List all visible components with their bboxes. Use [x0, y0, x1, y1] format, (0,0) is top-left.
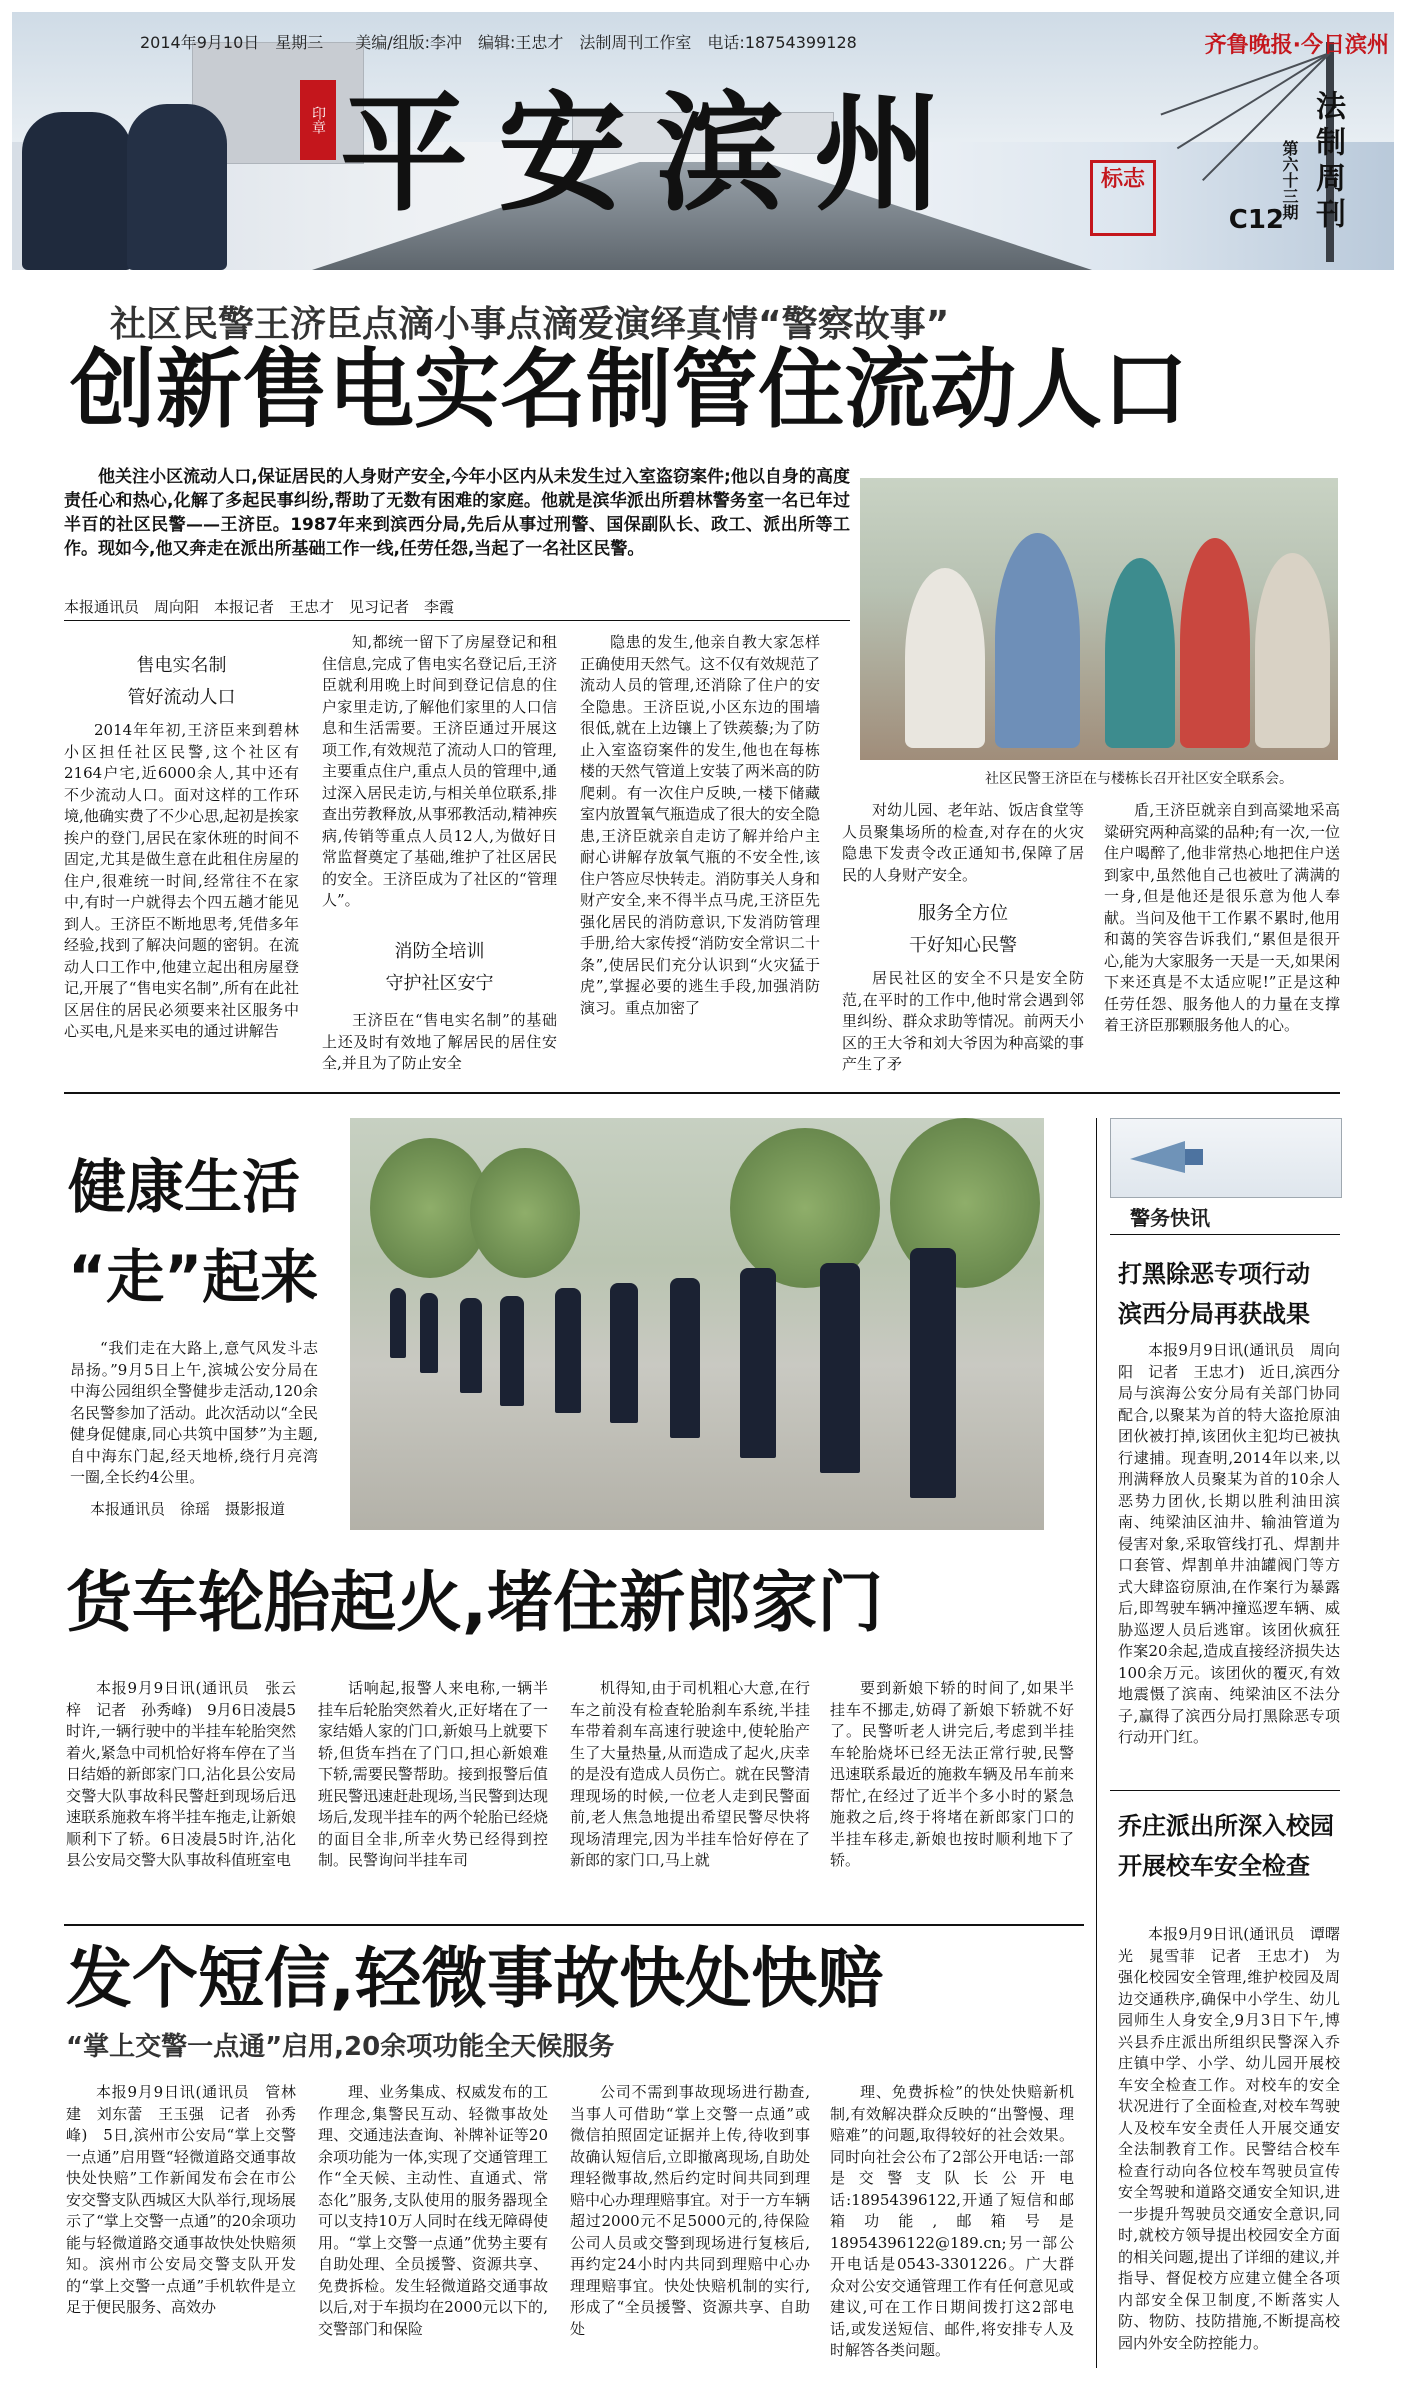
section-name: 法制周刊	[1310, 90, 1345, 234]
photo-byline: 本报通讯员 徐瑶 摄影报道	[90, 1500, 286, 1518]
marcher-figure	[670, 1278, 700, 1438]
page-number: C12	[1228, 205, 1284, 235]
health-title: “走”起来	[68, 1243, 319, 1311]
brief-box	[1110, 1118, 1342, 1198]
tree-image	[730, 1128, 880, 1288]
article-column: 盾,王济臣就亲自到高粱地采高粱研究两种高粱的品种;有一次,一位住户喝醉了,他非常热心地把住户送到家中,虽然他自己也被吐了满满的一身,但是他还是很乐意为他人奉献。当问及他干工作累不累时,他用和蔼的笑容告诉我们,“累但是很开心,能为大家服务一天是一天,如果闲下来还真是不太适应呢!”正是这种任劳任怨、服务他人的力量在支撑着王济臣那颗服务他人的心。	[1104, 801, 1340, 1034]
article-column: 理、业务集成、权威发布的工作理念,集警民互动、轻微事故处理、交通违法查询、补牌补证等20余项功能为一体,实现了交通管理工作“全天候、主动性、直通式、常态化”服务,支队使用的服务器现全可以支持10万人同时在线无障碍使用。“掌上交警一点通”优势主要有自助处理、全员援警、资源共享、免费拆检。发生轻微道路交通事故以后,对于车损均在2000元以下的,交警部门和保险	[318, 2083, 548, 2338]
article-column: 对幼儿园、老年站、饭店食堂等人员聚集场所的检查,对存在的火灾隐患下发责令改正通知书,保障了居民的人身财产安全。	[842, 801, 1084, 884]
health-title: 健康生活	[68, 1153, 301, 1221]
divider	[64, 1092, 1340, 1094]
divider	[64, 620, 850, 621]
page-title: 平安滨州	[340, 79, 973, 229]
horn-icon	[1125, 1129, 1215, 1179]
tree-image	[470, 1148, 580, 1278]
article-column: 王济臣在“售电实名制”的基础上还及时有效地了解居民的居住安全,并且为了防止安全	[322, 1011, 557, 1072]
sms-headline: 发个短信,轻微事故快处快赔	[66, 1940, 884, 2017]
police-officer-image	[127, 104, 227, 270]
article-column: 2014年年初,王济臣来到碧林小区担任社区民警,这个社区有2164户宅,近6000余人,其中还有不少流动人口。面对这样的工作环境,他确实费了不少心思,起初是挨家挨户的登门,居民在家休班的时间不固定,尤其是做生意在此租住房屋的住户,很难统一时间,经常往不在家中,有时一户就得去个四五趟才能见到人。王济臣不断地思考,凭借多年经验,找到了解决问题的密钥。在流动人口工作中,他建立起出租房屋登记,开展了“售电实名制”,所有在此社区居住的居民必须要来社区服务中心买电,凡是来买电的通过讲解告	[64, 721, 299, 1040]
subheading	[64, 650, 299, 714]
article-column: 隐患的发生,他亲自教大家怎样正确使用天然气。这不仅有效规范了流动人员的管理,还消除了住户的安全隐患。王济臣说,小区东边的围墙很低,就在上边镶上了铁蒺藜;为了防止入室盗窃案件的发生,他也在每栋楼的天然气管道上安装了两米高的防爬刺。有一次住户反映,一楼下储藏室内放置氧气瓶造成了很大的安全隐患,王济臣就亲自走访了解并给户主耐心讲解存放氧气瓶的不安全性,该住户答应尽快转走。消防事关人身和财产安全,来不得半点马虎,王济臣先强化居民的消防意识,下发消防管理手册,给大家传授“消防安全常识二十条”,使居民们充分认识到“火灾猛于虎”,掌握必要的逃生手段,加强消防演习。重点加密了	[580, 633, 820, 1017]
issue-number: 第六十三期	[1280, 140, 1299, 220]
brief-headline	[1118, 1806, 1334, 1886]
lead-byline: 本报通讯员 周向阳 本报记者 王忠才 见习记者 李霞	[64, 598, 455, 616]
brief-headline-line: 滨西分局再获战果	[1118, 1300, 1310, 1328]
marcher-figure	[910, 1248, 956, 1498]
divider	[64, 1924, 1084, 1926]
article-column: 本报9月9日讯(通讯员 周向阳 记者 王忠才) 近日,滨西分局与滨海公安分局有关部门协同配合,以聚某为首的特大盗抢原油团伙被打掉,该团伙主犯均已被执行逮捕。现查明,2014年以来,以刑满释放人员聚某为首的10余人恶势力团伙,长期以胜利油田滨南、纯梁油区油井、输油管道为侵害对象,采取管线打孔、焊割井口套管、焊割单井油罐阀门等方式大肆盗窃原油,在作案行为暴露后,即驾驶车辆冲撞巡逻车辆、威胁巡逻人员后逃窜。该团伙疯狂作案20余起,造成直接经济损失达100余万元。该团伙的覆灭,有效地震慑了滨南、纯梁油区不法分子,赢得了滨西分局打黑除恶专项行动开门红。	[1118, 1341, 1340, 1746]
subheading-line: 服务全方位	[918, 903, 1008, 924]
masthead-seal: 印章	[300, 80, 336, 160]
photo-caption: 社区民警王济臣在与楼栋长召开社区安全联系会。	[985, 771, 1293, 787]
masthead-stamp: 标志	[1090, 160, 1156, 236]
brief-section-label: 警务快讯	[1130, 1206, 1210, 1230]
subheading-line: 管好流动人口	[127, 687, 236, 708]
column-divider	[1096, 1118, 1097, 2368]
marcher-figure	[740, 1268, 776, 1458]
subheading-line: 消防全培训	[394, 941, 485, 962]
marcher-figure	[500, 1296, 524, 1406]
article-column: 理、免费拆检”的快处快赔新机制,有效解决群众反映的“出警慢、理赔难”的问题,取得较好的社会效果。同时向社会公布了2部公开电话:一部是交警支队长公开电话:18954396122,开通了短信和邮箱功能,邮箱号是18954396122@189.cn;另一部公开电话是0543-3301226。广大群众对公安交通管理工作有任何意见或建议,可在工作日期间拨打这2部电话,或发送短信、邮件,将安排专人及时解答各类问题。	[830, 2083, 1074, 2359]
police-officer-image	[22, 112, 132, 270]
police-figure	[995, 533, 1080, 748]
lead-headline: 创新售电实名制管住流动人口	[70, 340, 1188, 440]
marcher-figure	[610, 1283, 638, 1423]
marcher-figure	[460, 1298, 482, 1393]
subheading-line: 守护社区安宁	[385, 973, 494, 994]
newspaper-brand: 齐鲁晚报·今日滨州	[1204, 33, 1389, 58]
truck-headline: 货车轮胎起火,堵住新郎家门	[66, 1564, 884, 1641]
article-column: 本报9月9日讯(通讯员 张云梓 记者 孙秀峰) 9月6日凌晨5时许,一辆行驶中的半挂车轮胎突然着火,紧急中司机恰好将车停在了当日结婚的新郎家门口,沾化县公安局交警大队事故科民警赶到现场后迅速联系施救车将半挂车拖走,让新娘顺利下了轿。6日凌晨5时许,沾化县公安局交警大队事故科值班室电	[66, 1679, 296, 1869]
resident-figure	[1105, 558, 1175, 748]
brief-headline-line: 开展校车安全检查	[1118, 1852, 1310, 1880]
masthead-date-line: 2014年9月10日 星期三 美编/组版:李冲 编辑:王忠才 法制周刊工作室 电话:18754399128	[140, 33, 857, 52]
article-column: 本报9月9日讯(通讯员 管林建 刘东蕾 王玉强 记者 孙秀峰) 5日,滨州市公安局“掌上交警一点通”启用暨“轻微道路交通事故快处快赔”工作新闻发布会在市公安交警支队西城区大队举行,现场展示了“掌上交警一点通”的20余项功能与轻微道路交通事故快处快赔须知。滨州市公安局交警支队开发的“掌上交警一点通”手机软件是立足于便民服务、高效办	[66, 2083, 296, 2316]
marcher-figure	[420, 1293, 438, 1373]
article-column: 机得知,由于司机粗心大意,在行车之前没有检查轮胎刹车系统,半挂车带着刹车高速行驶途中,使轮胎产生了大量热量,从而造成了起火,庆幸的是没有造成人员伤亡。就在民警清理现场的时候,一位老人走到民警面前,老人焦急地提出希望民警尽快将现场清理完,因为半挂车恰好停在了新郎的家门口,马上就	[570, 1679, 810, 1869]
lead-intro: 他关注小区流动人口,保证居民的人身财产安全,今年小区内从未发生过入室盗窃案件;他以自身的高度责任心和热心,化解了多起民事纠纷,帮助了无数有困难的家庭。他就是滨华派出所碧林警务室一名已年过半百的社区民警——王济臣。1987年来到滨西分局,先后从事过刑警、国保副队长、政工、派出所等工作。现如今,他又奔走在派出所基础工作一线,任劳任怨,当起了一名社区民警。	[64, 467, 850, 559]
divider	[1110, 1790, 1340, 1791]
article-column: 话响起,报警人来电称,一辆半挂车后轮胎突然着火,正好堵在了一家结婚人家的门口,新娘马上就要下轿,但货车挡在了门口,担心新娘难下轿,需要民警帮助。接到报警后值班民警迅速赶赴现场,当民警到达现场后,发现半挂车的两个轮胎已经烧的面目全非,所幸火势已经得到控制。民警询问半挂车司	[318, 1679, 548, 1869]
article-column: “我们走在大路上,意气风发斗志昂扬。”9月5日上午,滨城公安分局在中海公园组织全警健步走活动,120余名民警参加了活动。此次活动以“全民健身促健康,同心共筑中国梦”为主题,自中海东门起,经天地桥,绕行月亮湾一圈,全长约4公里。	[70, 1339, 318, 1486]
article-column: 居民社区的安全不只是安全防范,在平时的工作中,他时常会遇到邻里纠纷、群众求助等情况。前两天小区的王大爷和刘大爷因为种高粱的事产生了矛	[842, 969, 1084, 1073]
resident-figure	[905, 568, 985, 748]
lead-kicker: 社区民警王济臣点滴小事点滴爱演绎真情“警察故事”	[110, 304, 950, 345]
brief-headline-line: 打黑除恶专项行动	[1118, 1260, 1310, 1288]
meeting-photo	[860, 478, 1338, 760]
marcher-figure	[820, 1263, 860, 1473]
article-column: 公司不需到事故现场进行勘查,当事人可借助“掌上交警一点通”或微信拍照固定证据并上传,待收到事故确认短信后,立即撤离现场,自助处理轻微事故,然后约定时间共同到理赔中心办理理赔事宜。对于一方车辆超过2000元不足5000元的,待保险公司人员或交警到现场进行复核后,再约定24小时内共同到理赔中心办理理赔事宜。快处快赔机制的实行,形成了“全员援警、资源共享、自助处	[570, 2083, 810, 2338]
article-column: 知,都统一留下了房屋登记和租住信息,完成了售电实名登记后,王济臣就利用晚上时间到登记信息的住户家里走访,了解他们家里的人口信息和生活需要。王济臣通过开展这项工作,有效规范了流动人口的管理,主要重点住户,重点人员的管理中,通过深入居民走访,与相关单位联系,排查出劳教释放,从事邪教活动,精神疾病,传销等重点人员12人,为做好日常监督奠定了基础,维护了社区居民的安全。王济臣成为了社区的“管理人”。	[322, 633, 557, 909]
subheading-line: 干好知心民警	[909, 935, 1017, 956]
subheading-line: 售电实名制	[136, 655, 227, 676]
walking-photo	[350, 1118, 1044, 1530]
marcher-figure	[555, 1288, 581, 1413]
brief-headline-line: 乔庄派出所深入校园	[1118, 1812, 1334, 1840]
article-column: 要到新娘下轿的时间了,如果半挂车不挪走,妨碍了新娘下轿就不好了。民警听老人讲完后,考虑到半挂车轮胎烧坏已经无法正常行驶,民警迅速联系最近的施救车辆及吊车前来帮忙,在经过了近半个多小时的紧急施救之后,终于将堵在新郎家门口的半挂车移走,新娘也按时顺利地下了轿。	[830, 1679, 1074, 1869]
subheading	[842, 898, 1084, 962]
resident-figure	[1255, 553, 1330, 748]
resident-figure	[1180, 538, 1250, 748]
divider	[1110, 1234, 1340, 1235]
sms-deck: “掌上交警一点通”启用,20余项功能全天候服务	[66, 2032, 615, 2062]
brief-headline	[1118, 1254, 1310, 1334]
article-column: 本报9月9日讯(通讯员 谭曙光 晁雪菲 记者 王忠才) 为强化校园安全管理,维护校园及周边交通秩序,确保中小学生、幼儿园师生人身安全,9月3日下午,博兴县乔庄派出所组织民警深入乔庄镇中学、小学、幼儿园开展校车安全检查工作。对校车的安全状况进行了全面检查,对校车驾驶人及校车安全责任人开展交通安全法制教育工作。民警结合校车检查行动向各位校车驾驶员宣传安全驾驶和道路交通安全知识,进一步提升驾驶员交通安全意识,同时,就校方领导提出校园安全方面的相关问题,提出了详细的建议,并指导、督促校方应建立健全各项内部安全保卫制度,不断落实人防、物防、技防措施,不断提高校园内外安全防控能力。	[1118, 1925, 1340, 2352]
subheading	[322, 936, 557, 1000]
marcher-figure	[390, 1288, 406, 1358]
